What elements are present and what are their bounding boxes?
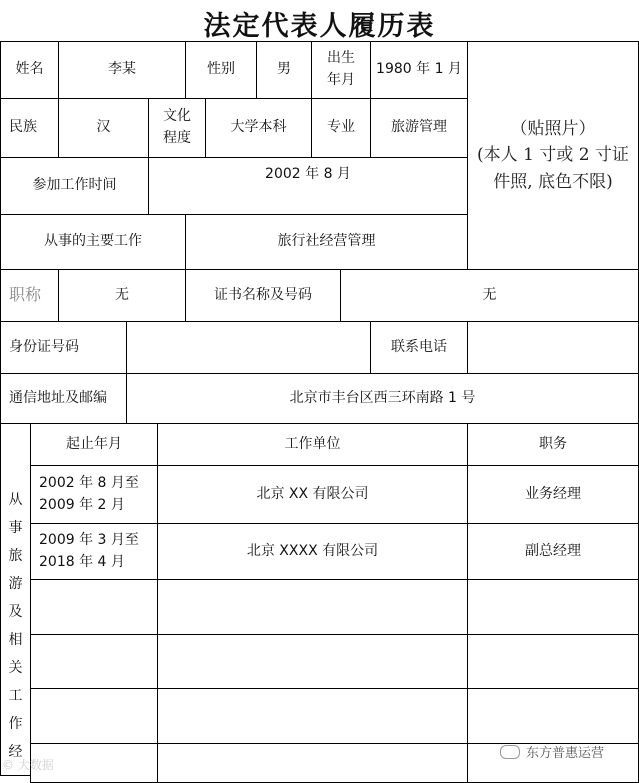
- id-number-value: [126, 321, 371, 374]
- history-employer: [157, 579, 468, 635]
- gender-label: 性别: [185, 41, 257, 99]
- history-header-position: 职务: [467, 423, 639, 466]
- history-side-label-char: 关: [8, 660, 23, 676]
- address-label: 通信地址及邮编: [0, 373, 127, 424]
- watermark-left: © 大数据: [2, 758, 54, 772]
- work-start-label: 参加工作时间: [0, 157, 149, 215]
- ethnicity-value: 汉: [58, 98, 149, 158]
- main-work-label: 从事的主要工作: [0, 214, 186, 270]
- history-position: [467, 579, 639, 635]
- chat-bubble-icon: [500, 745, 520, 759]
- history-side-label-char: 事: [8, 520, 23, 536]
- history-period: [30, 634, 158, 689]
- history-side-label-char: 从: [8, 492, 23, 508]
- name-value: 李某: [58, 41, 186, 99]
- major-label: 专业: [311, 98, 371, 158]
- history-employer: [157, 743, 468, 783]
- title-value: 无: [58, 269, 186, 322]
- education-label: 文化 程度: [148, 98, 206, 158]
- ethnicity-label: 民族: [0, 98, 59, 158]
- education-value: 大学本科: [205, 98, 312, 158]
- history-side-label-char: 工: [8, 688, 23, 704]
- history-period: [30, 579, 158, 635]
- history-header-period: 起止年月: [30, 423, 158, 466]
- birth-value: 1980 年 1 月: [370, 41, 468, 99]
- id-number-label: 身份证号码: [0, 321, 127, 374]
- watermark-right: [500, 742, 604, 761]
- history-period: 2002 年 8 月至 2009 年 2 月: [30, 465, 158, 524]
- history-employer: 北京 XXXX 有限公司: [157, 523, 468, 580]
- history-period: [30, 688, 158, 744]
- address-value: 北京市丰台区西三环南路 1 号: [126, 373, 639, 424]
- history-employer: [157, 688, 468, 744]
- title-label: 职称: [0, 269, 59, 322]
- watermark-right-text: 东方普惠运营: [526, 746, 605, 761]
- phone-value: [467, 321, 639, 374]
- name-label: 姓名: [0, 41, 59, 99]
- major-value: 旅游管理: [370, 98, 468, 158]
- history-side-label-char: 经: [8, 744, 23, 760]
- photo-placeholder: （贴照片） (本人 1 寸或 2 寸证件照, 底色不限): [467, 41, 639, 270]
- history-side-label-char: 及: [8, 604, 23, 620]
- history-employer: [157, 634, 468, 689]
- gender-value: 男: [256, 41, 312, 99]
- history-side-label-char: 相: [8, 632, 23, 648]
- history-position: [467, 688, 639, 744]
- history-side-label: [0, 423, 31, 776]
- history-period: 2009 年 3 月至 2018 年 4 月: [30, 523, 158, 580]
- history-employer: 北京 XX 有限公司: [157, 465, 468, 524]
- history-side-label-char: 游: [8, 576, 23, 592]
- cert-value: 无: [340, 269, 639, 322]
- phone-label: 联系电话: [370, 321, 468, 374]
- history-position: [467, 634, 639, 689]
- birth-label: 出生 年月: [311, 41, 371, 99]
- cert-label: 证书名称及号码: [185, 269, 341, 322]
- history-side-label-char: 旅: [8, 548, 23, 564]
- main-work-value: 旅行社经营管理: [185, 214, 468, 270]
- history-position: 业务经理: [467, 465, 639, 524]
- history-header-employer: 工作单位: [157, 423, 468, 466]
- work-start-value: 2002 年 8 月: [148, 157, 468, 215]
- page-title: 法定代表人履历表: [203, 11, 436, 42]
- history-position: 副总经理: [467, 523, 639, 580]
- history-side-label-char: 作: [8, 716, 23, 732]
